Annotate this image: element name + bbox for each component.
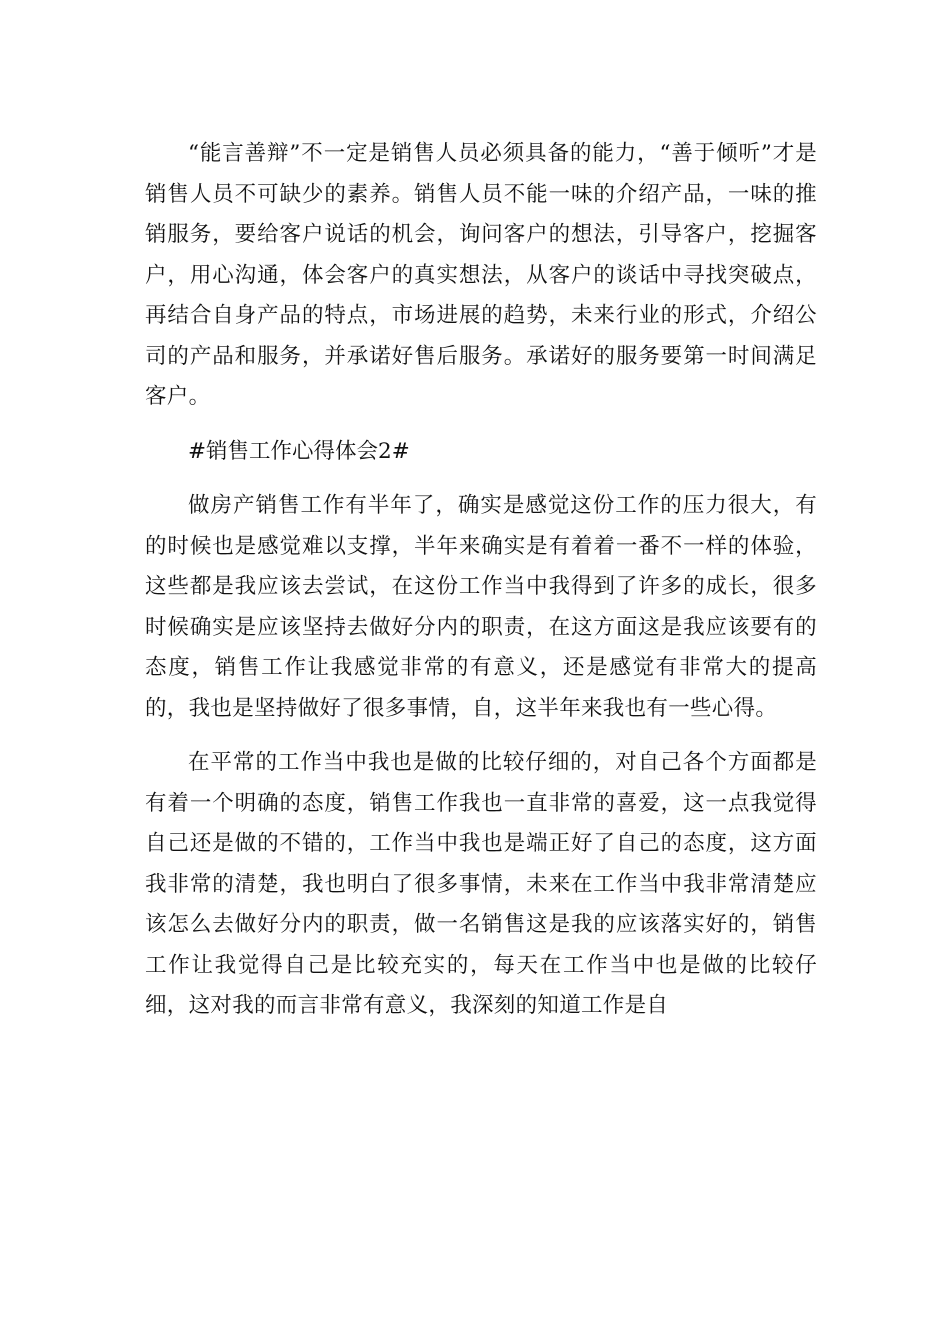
paragraph-listening: “能言善辩”不一定是销售人员必须具备的能力，“善于倾听”才是销售人员不可缺少的素养。销售人员不能一味的介绍产品，一味的推销服务，要给客户说话的机会，询问客户的想法，引导客户，挖掘客户，用心沟通，体会客户的真实想法，从客户的谈话中寻找突破点，再结合自身产品的特点，市场进展的趋势，未来行业的形式，介绍公司的产品和服务，并承诺好售后服务。承诺好的服务要第一时间满足客户。 <box>145 141 817 409</box>
paragraph-daily-work: 在平常的工作当中我也是做的比较仔细的，对自己各个方面都是有着一个明确的态度，销售工作我也一直非常的喜爱，这一点我觉得自己还是做的不错的，工作当中我也是端正好了自己的态度，这方面我非常的清楚，我也明白了很多事情，未来在工作当中我非常清楚应该怎么去做好分内的职责，做一名销售这是我的应该落实好的，销售工作让我觉得自己是比较充实的，每天在工作当中也是做的比较仔细，这对我的而言非常有意义，我深刻的知道工作是自 <box>145 750 817 1018</box>
paragraph-gap <box>145 472 817 486</box>
section-heading: #销售工作心得体会2# <box>188 438 410 464</box>
paragraph-real-estate: 做房产销售工作有半年了，确实是感觉这份工作的压力很大，有的时候也是感觉难以支撑，半年来确实是有着着一番不一样的体验，这些都是我应该去尝试，在这份工作当中我得到了许多的成长，很多时候确实是应该坚持去做好分内的职责，在这方面这是我应该要有的态度，销售工作让我感觉非常的有意义，还是感觉有非常大的提高的，我也是坚持做好了很多事情，自，这半年来我也有一些心得。 <box>145 493 817 721</box>
paragraph-gap <box>145 418 817 432</box>
document-page <box>145 134 817 1027</box>
paragraph-gap <box>145 729 817 743</box>
